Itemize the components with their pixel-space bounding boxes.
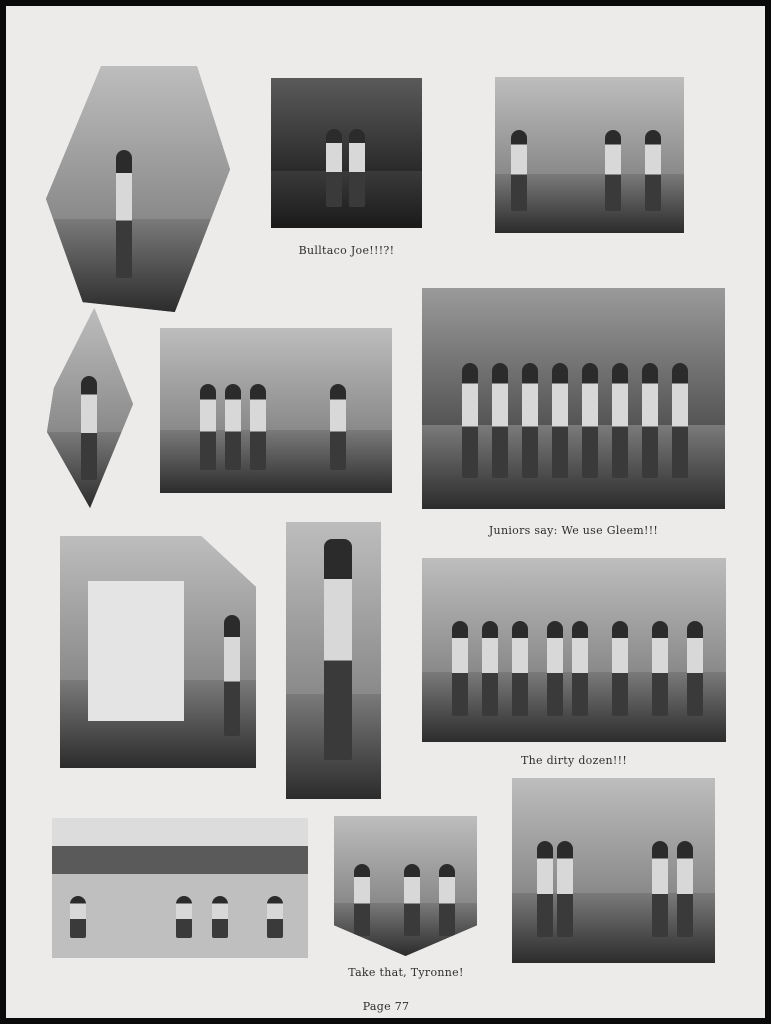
caption-juniors-gleem: Juniors say: We use Gleem!!!: [488, 524, 659, 537]
page-number: Page 77: [362, 1000, 410, 1013]
yearbook-page: [6, 6, 765, 1018]
photo-boy-walking: [286, 522, 381, 799]
photo-dancing-girls: [160, 328, 392, 493]
photo-bulltaco-joe: [271, 78, 422, 228]
banner: [88, 581, 184, 721]
caption-bulltaco-joe: Bulltaco Joe!!!?!: [298, 244, 395, 257]
photo-basketball-court-cheer: [512, 778, 715, 963]
photo-megaphone-cheerleader: [46, 66, 230, 312]
photo-gym-stage-girls: [495, 77, 684, 233]
photo-juniors-bleachers: [422, 288, 725, 509]
photo-dirty-dozen: [422, 558, 726, 742]
photo-cheerleader-diamond: [47, 308, 133, 508]
caption-dirty-dozen: The dirty dozen!!!: [520, 754, 628, 767]
photo-field-cheerleaders: [52, 818, 308, 958]
photo-tyronne: [334, 816, 477, 956]
photo-banner-gym: [60, 536, 256, 768]
caption-tyronne: Take that, Tyronne!: [348, 966, 464, 979]
